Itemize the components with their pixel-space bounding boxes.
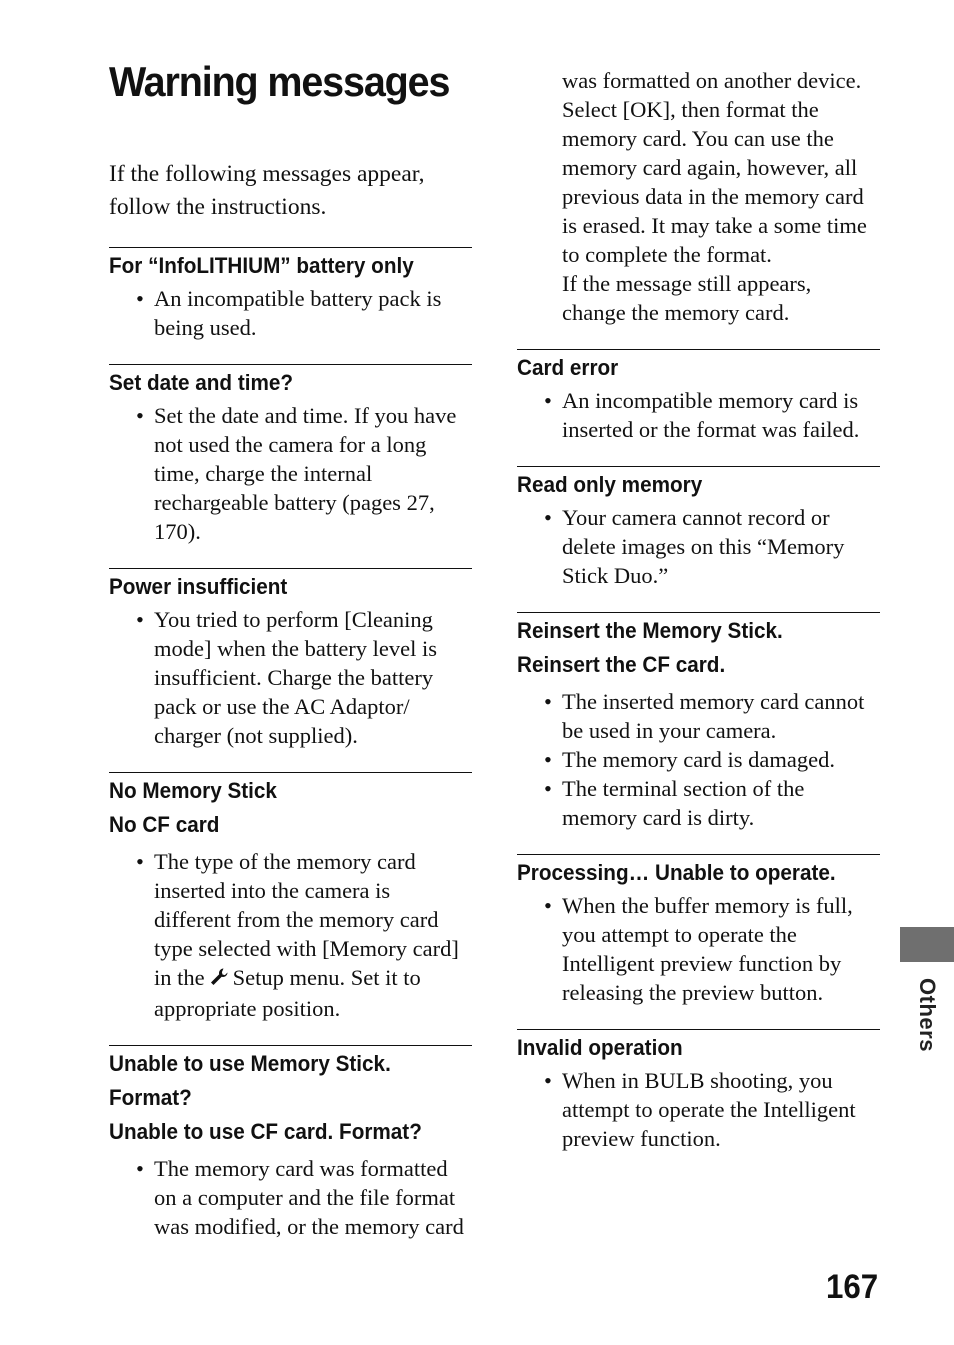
bullet-list: [517, 891, 880, 1007]
section-heading-line: Unable to use CF card. Format?: [109, 1119, 422, 1144]
section-power: [109, 568, 472, 750]
section-heading-line: Unable to use Memory Stick.: [109, 1051, 391, 1076]
section-heading: Read only memory: [517, 472, 703, 497]
section-heading: Card error: [517, 355, 619, 380]
section-card-error: [517, 349, 880, 444]
list-item: • The memory card was formatted on a computer and the file format was modified, or the memory card: [109, 1154, 472, 1241]
section-reinsert: [517, 612, 880, 832]
left-column: [109, 247, 472, 1263]
bullet-list: [109, 284, 472, 342]
section-unable-format: [109, 1045, 472, 1241]
paragraph: was formatted on another device. Select [OK], then format the memory card. You can use the memory card again, however, all previous data in the memory card is erased. It may take a some time to complete the format.: [562, 68, 867, 267]
side-tab-label: Others: [915, 978, 940, 1052]
section-read-only: [517, 466, 880, 590]
section-heading: For “InfoLITHIUM” battery only: [109, 253, 414, 278]
list-item: • You tried to perform [Cleaning mode] when the battery level is insufficient. Charge the battery pack or use the AC Adaptor/ charger (not supplied).: [109, 605, 472, 750]
item-text: Setup menu. Set it to appropriate position.: [154, 965, 421, 1021]
section-heading-line: No Memory Stick: [109, 778, 277, 803]
section-heading: Set date and time?: [109, 370, 294, 395]
paragraph: If the message still appears, change the memory card.: [562, 271, 812, 325]
section-heading-line: Reinsert the Memory Stick.: [517, 618, 783, 643]
intro-text: If the following messages appear, follow the instructions.: [109, 161, 425, 220]
list-item: • The terminal section of the memory card is dirty.: [517, 774, 880, 832]
bullet-list: [109, 1154, 472, 1241]
side-tab-marker: [900, 927, 954, 962]
bullet-list: [109, 401, 472, 546]
list-item: [109, 847, 472, 1023]
list-item: • The memory card is damaged.: [517, 745, 880, 774]
page-number: 167: [826, 1268, 879, 1306]
section-heading-line: Reinsert the CF card.: [517, 652, 726, 677]
section-battery: [109, 247, 472, 342]
section-heading: Processing… Unable to operate.: [517, 860, 836, 885]
bullet-list: [517, 1066, 880, 1153]
bullet-list: [109, 847, 472, 1023]
list-item: • An incompatible battery pack is being used.: [109, 284, 472, 342]
page-title: Warning messages: [109, 58, 450, 105]
list-item: • Set the date and time. If you have not used the camera for a long time, charge the internal rechargeable battery (pages 27, 170).: [109, 401, 472, 546]
section-heading: Invalid operation: [517, 1035, 683, 1060]
list-item: • The inserted memory card cannot be used in your camera.: [517, 687, 880, 745]
bullet-list: [517, 687, 880, 832]
bullet-list: [517, 386, 880, 444]
section-no-memory: [109, 772, 472, 1023]
section-date-time: [109, 364, 472, 546]
list-item: • When in BULB shooting, you attempt to operate the Intelligent preview function.: [517, 1066, 880, 1153]
bullet-list: [517, 503, 880, 590]
list-item: • When the buffer memory is full, you attempt to operate the Intelligent preview function by releasing the preview button.: [517, 891, 880, 1007]
item-text: The type of the memory card inserted into the camera is different from the memory card type selected with [Memory card] in the: [154, 849, 459, 990]
list-item: • An incompatible memory card is inserted or the format was failed.: [517, 386, 880, 444]
section-heading-line: No CF card: [109, 812, 220, 837]
wrench-icon: [209, 965, 229, 994]
section-invalid-operation: [517, 1029, 880, 1153]
section-processing: [517, 854, 880, 1007]
right-column: [517, 66, 880, 1175]
bullet-list: [109, 605, 472, 750]
list-item: • Your camera cannot record or delete images on this “Memory Stick Duo.”: [517, 503, 880, 590]
continued-text: [517, 66, 880, 327]
section-heading: Power insufficient: [109, 574, 288, 599]
section-heading-line: Format?: [109, 1085, 192, 1110]
